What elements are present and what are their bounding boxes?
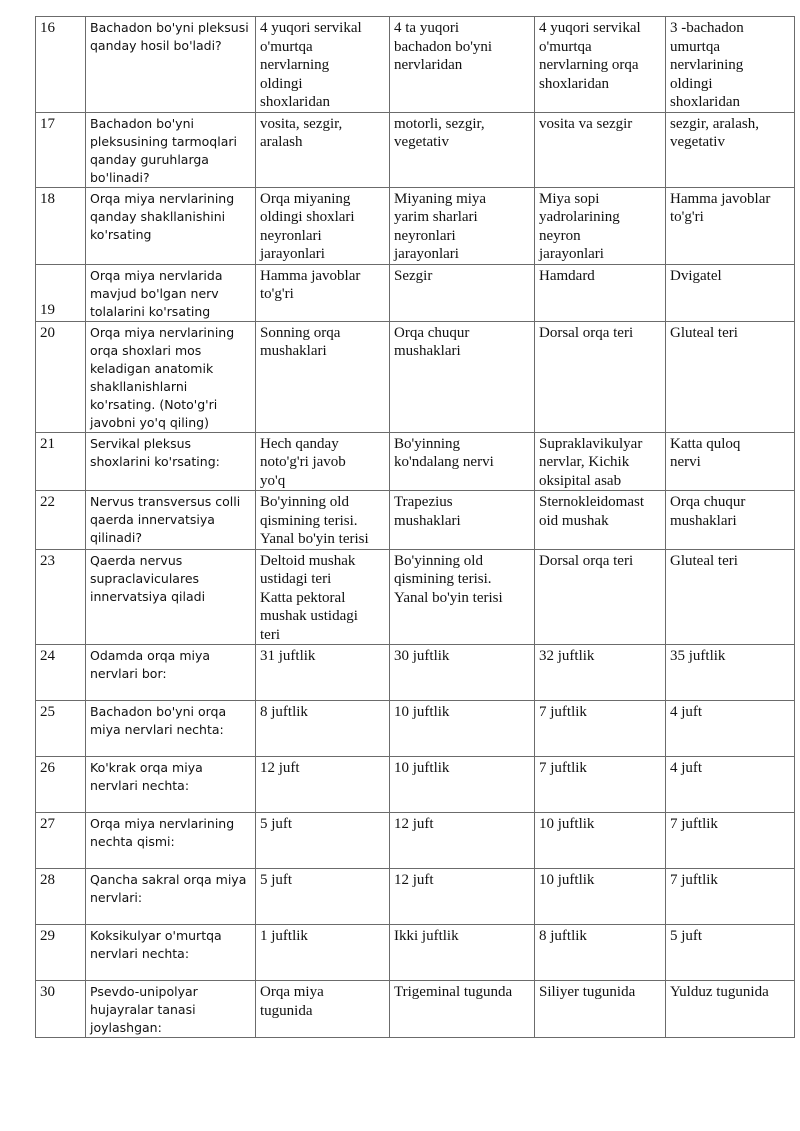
answer-line: Dvigatel — [670, 267, 722, 284]
answer-option-d — [666, 187, 795, 264]
answer-option-c — [535, 112, 666, 187]
answer-line: shoxlaridan — [670, 94, 740, 110]
answer-line: oldingi — [670, 75, 713, 92]
answer-line: Bo'yinning old — [394, 552, 483, 569]
answer-line: teri — [260, 626, 280, 643]
answer-option-d — [666, 645, 795, 701]
answer-line: mushaklari — [670, 512, 737, 529]
answer-option-b — [390, 432, 535, 491]
answer-option-b — [390, 701, 535, 757]
answer-line: Orqa chuqur — [394, 324, 470, 341]
answer-line: aralash — [260, 134, 303, 150]
answer-option-b — [390, 869, 535, 925]
answer-line: Sternokleidomast — [539, 494, 644, 510]
answer-line: oid mushak — [539, 512, 609, 529]
answer-option-d — [666, 981, 795, 1038]
answer-line: vegetativ — [670, 134, 725, 150]
answer-line: 7 juftlik — [539, 760, 587, 776]
answer-line: Orqa chuqur — [670, 494, 746, 510]
question-text: Orqa miya nervlarining qanday shakllanishini ko'rsating — [86, 187, 256, 264]
answer-line: 5 juft — [670, 928, 703, 944]
question-number: 18 — [36, 187, 86, 264]
answer-option-a — [256, 112, 390, 187]
question-number: 21 — [36, 432, 86, 491]
answer-line: neyronlari — [260, 227, 322, 244]
answer-line: to'g'ri — [260, 286, 294, 302]
answer-option-c — [535, 17, 666, 113]
answer-line: 8 juftlik — [260, 704, 308, 720]
answer-option-b — [390, 264, 535, 321]
answer-line: 4 juft — [670, 760, 703, 776]
answer-line: Hech qanday — [260, 435, 339, 452]
question-number: 30 — [36, 981, 86, 1038]
answer-line: bachadon bo'yni — [394, 38, 493, 55]
answer-line: 10 juftlik — [394, 760, 450, 776]
answer-line: Yulduz tugunida — [670, 984, 769, 1000]
answer-line: Hamma javoblar — [670, 190, 771, 207]
answer-line: Yanal bo'yin terisi — [394, 589, 503, 606]
answer-option-a — [256, 17, 390, 113]
answer-line: 5 juft — [260, 816, 293, 832]
question-number: 22 — [36, 491, 86, 550]
answer-line: umurtqa — [670, 38, 720, 55]
answer-line: 10 juftlik — [394, 704, 450, 720]
table-row — [36, 757, 795, 813]
answer-option-b — [390, 813, 535, 869]
answer-option-c — [535, 432, 666, 491]
answer-option-b — [390, 17, 535, 113]
answer-line: mushaklari — [260, 343, 327, 359]
answer-line: shoxlaridan — [539, 75, 609, 92]
answer-option-c — [535, 645, 666, 701]
question-text: Koksikulyar o'murtqa nervlari nechta: — [86, 925, 256, 981]
answer-option-d — [666, 869, 795, 925]
answer-option-b — [390, 112, 535, 187]
answer-line: Ikki juftlik — [394, 928, 459, 944]
question-text: Ko'krak orqa miya nervlari nechta: — [86, 757, 256, 813]
answer-option-d — [666, 549, 795, 645]
question-text: Odamda orqa miya nervlari bor: — [86, 645, 256, 701]
answer-line: Orqa miya — [260, 984, 324, 1000]
table-row — [36, 869, 795, 925]
answer-line: 12 juft — [394, 872, 434, 888]
answer-line: vosita va sezgir — [539, 115, 633, 132]
table-row — [36, 549, 795, 645]
answer-line: shoxlaridan — [260, 94, 330, 110]
answer-line: Bo'yinning old — [260, 494, 349, 510]
answer-option-a — [256, 549, 390, 645]
answer-line: Sezgir — [394, 267, 433, 284]
answer-line: Deltoid mushak — [260, 552, 356, 569]
answer-option-b — [390, 549, 535, 645]
answer-line: vosita, sezgir, — [260, 115, 343, 132]
question-number: 19 — [36, 264, 86, 321]
table-row — [36, 264, 795, 321]
answer-line: Trapezius — [394, 494, 453, 510]
answer-line: Siliyer tugunida — [539, 984, 636, 1000]
answer-option-a — [256, 869, 390, 925]
answer-line: nervlaridan — [394, 57, 463, 73]
answer-line: tugunida — [260, 1002, 313, 1019]
table-row — [36, 112, 795, 187]
answer-line: 4 juft — [670, 704, 703, 720]
answer-option-c — [535, 925, 666, 981]
answer-line: qismining terisi. — [260, 512, 358, 529]
answer-option-c — [535, 813, 666, 869]
answer-option-a — [256, 981, 390, 1038]
question-text: Nervus transversus colli qaerda innervatsiya qilinadi? — [86, 491, 256, 550]
answer-line: Sonning orqa — [260, 324, 341, 341]
answer-line: yo'q — [260, 472, 286, 489]
answer-line: Hamdard — [539, 267, 595, 284]
quiz-table — [35, 16, 795, 1038]
question-text: Psevdo-unipolyar hujayralar tanasi joylashgan: — [86, 981, 256, 1038]
answer-option-d — [666, 813, 795, 869]
answer-line: 12 juft — [394, 816, 434, 832]
answer-option-a — [256, 813, 390, 869]
answer-line: Miyaning miya — [394, 190, 487, 207]
question-text: Orqa miya nervlarining orqa shoxlari mos keladigan anatomik shakllanishlarni ko'rsating. (Noto'g'ri javobni yo'q qiling) — [86, 321, 256, 432]
answer-line: 5 juft — [260, 872, 293, 888]
answer-option-b — [390, 321, 535, 432]
answer-option-a — [256, 645, 390, 701]
answer-option-c — [535, 491, 666, 550]
question-text: Qancha sakral orqa miya nervlari: — [86, 869, 256, 925]
answer-option-c — [535, 701, 666, 757]
table-row — [36, 925, 795, 981]
answer-line: 4 yuqori servikal — [539, 20, 641, 36]
answer-option-a — [256, 264, 390, 321]
table-row — [36, 187, 795, 264]
answer-line: o'murtqa — [260, 38, 313, 55]
answer-option-d — [666, 925, 795, 981]
answer-line: jarayonlari — [539, 246, 604, 262]
question-number: 26 — [36, 757, 86, 813]
answer-line: mushak ustidagi — [260, 608, 358, 624]
answer-line: nervlarning — [260, 57, 330, 73]
question-text: Orqa miya nervlarida mavjud bo'lgan nerv tolalarini ko'rsating — [86, 264, 256, 321]
answer-line: oksipital asab — [539, 472, 622, 489]
answer-option-a — [256, 491, 390, 550]
answer-option-a — [256, 757, 390, 813]
answer-line: Miya sopi — [539, 190, 600, 207]
answer-line: 7 juftlik — [539, 704, 587, 720]
answer-line: Supraklavikulyar — [539, 435, 643, 452]
table-row — [36, 17, 795, 113]
answer-line: nervlarning orqa — [539, 57, 639, 73]
answer-option-d — [666, 491, 795, 550]
table-row — [36, 321, 795, 432]
question-number: 28 — [36, 869, 86, 925]
answer-line: Yanal bo'yin terisi — [260, 531, 369, 547]
answer-line: Gluteal teri — [670, 552, 738, 569]
answer-line: 32 juftlik — [539, 648, 595, 664]
question-text: Qaerda nervus supraclaviculares innervatsiya qiladi — [86, 549, 256, 645]
answer-option-d — [666, 112, 795, 187]
answer-line: 35 juftlik — [670, 648, 726, 664]
question-number: 25 — [36, 701, 86, 757]
answer-line: to'g'ri — [670, 209, 704, 225]
answer-line: 7 juftlik — [670, 872, 718, 888]
answer-option-c — [535, 264, 666, 321]
answer-line: nervlarining — [670, 57, 744, 73]
answer-line: jarayonlari — [394, 246, 459, 262]
answer-option-d — [666, 701, 795, 757]
answer-option-b — [390, 757, 535, 813]
answer-line: noto'g'ri javob — [260, 454, 346, 470]
answer-option-a — [256, 701, 390, 757]
answer-option-c — [535, 981, 666, 1038]
answer-line: Bo'yinning — [394, 435, 461, 452]
answer-line: yarim sharlari — [394, 209, 478, 225]
answer-line: nervi — [670, 454, 701, 470]
question-text: Bachadon bo'yni pleksusining tarmoqlari qanday guruhlarga bo'linadi? — [86, 112, 256, 187]
table-row — [36, 432, 795, 491]
answer-line: Gluteal teri — [670, 324, 738, 341]
answer-line: Dorsal orqa teri — [539, 324, 634, 341]
answer-option-b — [390, 925, 535, 981]
table-row — [36, 645, 795, 701]
answer-line: 31 juftlik — [260, 648, 316, 664]
answer-line: yadrolarining — [539, 209, 620, 225]
answer-option-a — [256, 321, 390, 432]
answer-option-a — [256, 925, 390, 981]
answer-line: mushaklari — [394, 512, 461, 529]
answer-line: 7 juftlik — [670, 816, 718, 832]
answer-option-a — [256, 432, 390, 491]
answer-option-c — [535, 869, 666, 925]
answer-line: jarayonlari — [260, 246, 325, 262]
answer-line: 30 juftlik — [394, 648, 450, 664]
answer-line: oldingi — [260, 75, 303, 92]
question-text: Servikal pleksus shoxlarini ko'rsating: — [86, 432, 256, 491]
answer-line: 8 juftlik — [539, 928, 587, 944]
answer-line: mushaklari — [394, 343, 461, 359]
question-number: 23 — [36, 549, 86, 645]
answer-option-b — [390, 491, 535, 550]
answer-option-c — [535, 187, 666, 264]
question-number: 24 — [36, 645, 86, 701]
answer-line: nervlar, Kichik — [539, 454, 630, 470]
answer-line: 4 ta yuqori — [394, 20, 459, 36]
answer-option-d — [666, 432, 795, 491]
answer-option-a — [256, 187, 390, 264]
answer-option-d — [666, 264, 795, 321]
answer-option-c — [535, 549, 666, 645]
table-row — [36, 981, 795, 1038]
question-number: 20 — [36, 321, 86, 432]
table-row — [36, 813, 795, 869]
quiz-table-body — [36, 17, 795, 1038]
answer-line: 12 juft — [260, 760, 300, 776]
answer-option-d — [666, 321, 795, 432]
question-number: 27 — [36, 813, 86, 869]
answer-line: 3 -bachadon — [670, 20, 744, 36]
answer-line: Dorsal orqa teri — [539, 552, 634, 569]
answer-line: 10 juftlik — [539, 816, 595, 832]
answer-line: neyron — [539, 227, 581, 244]
answer-line: oldingi shoxlari — [260, 209, 355, 225]
answer-line: 10 juftlik — [539, 872, 595, 888]
answer-option-d — [666, 17, 795, 113]
answer-line: ko'ndalang nervi — [394, 454, 494, 470]
question-text: Bachadon bo'yni orqa miya nervlari nechta: — [86, 701, 256, 757]
answer-option-b — [390, 645, 535, 701]
answer-option-c — [535, 757, 666, 813]
table-row — [36, 701, 795, 757]
answer-line: Trigeminal tugunda — [394, 984, 513, 1000]
answer-line: 1 juftlik — [260, 928, 308, 944]
answer-line: neyronlari — [394, 227, 456, 244]
question-text: Bachadon bo'yni pleksusi qanday hosil bo'ladi? — [86, 17, 256, 113]
answer-line: 4 yuqori servikal — [260, 20, 362, 36]
answer-line: Orqa miyaning — [260, 190, 351, 207]
question-text: Orqa miya nervlarining nechta qismi: — [86, 813, 256, 869]
table-row — [36, 491, 795, 550]
answer-line: Katta quloq — [670, 435, 741, 452]
answer-line: ustidagi teri — [260, 571, 332, 587]
answer-line: motorli, sezgir, — [394, 115, 485, 132]
answer-option-d — [666, 757, 795, 813]
answer-line: sezgir, aralash, — [670, 115, 759, 132]
answer-line: vegetativ — [394, 134, 449, 150]
answer-line: qismining terisi. — [394, 571, 492, 587]
answer-option-c — [535, 321, 666, 432]
question-number: 17 — [36, 112, 86, 187]
question-number: 29 — [36, 925, 86, 981]
answer-line: o'murtqa — [539, 38, 592, 55]
question-number: 16 — [36, 17, 86, 113]
answer-option-b — [390, 981, 535, 1038]
answer-option-b — [390, 187, 535, 264]
answer-line: Katta pektoral — [260, 589, 346, 606]
answer-line: Hamma javoblar — [260, 267, 361, 284]
